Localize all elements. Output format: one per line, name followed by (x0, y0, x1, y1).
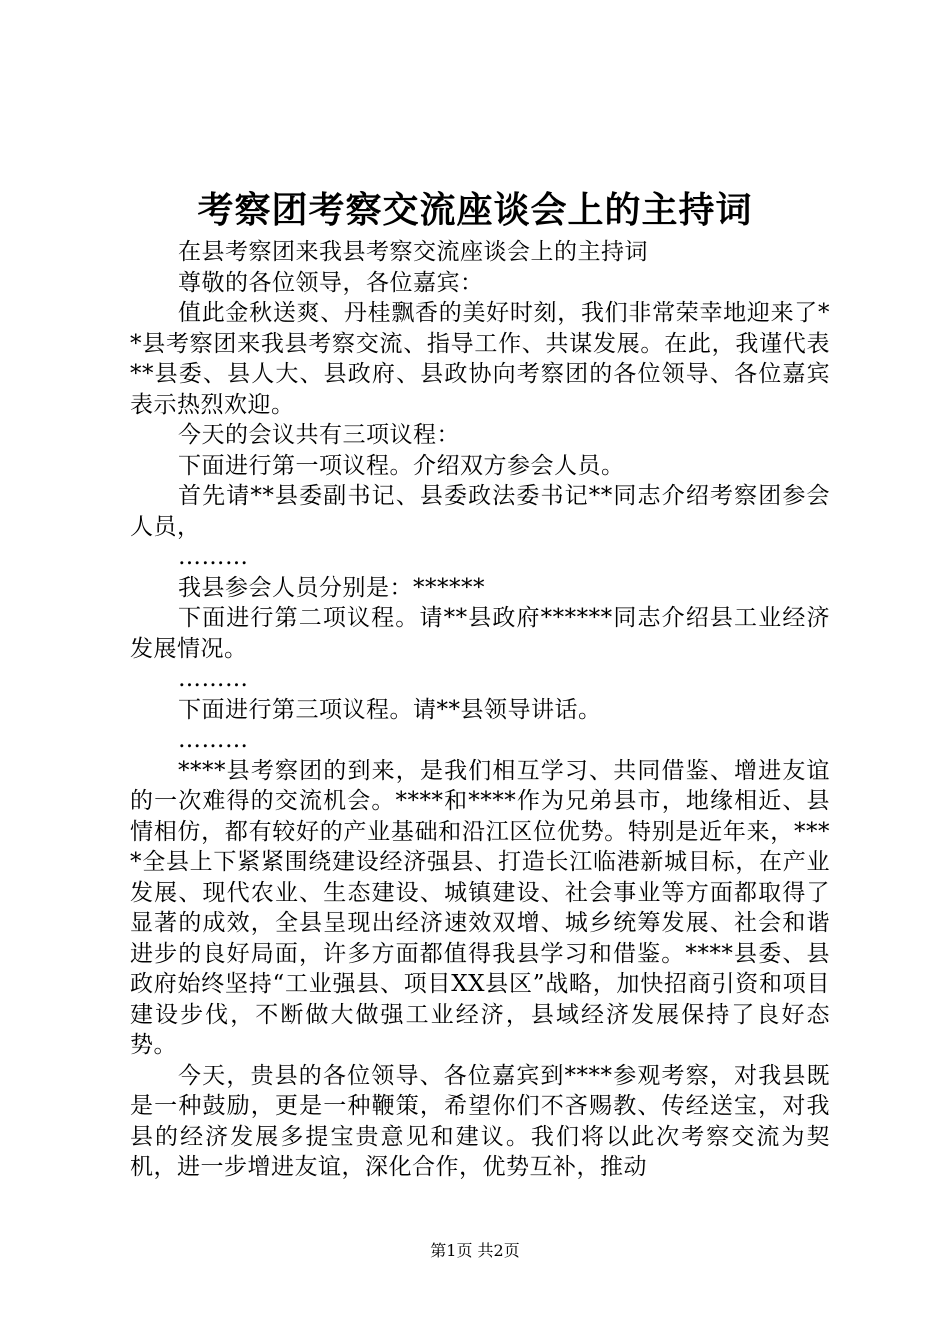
paragraph-agenda-item-1: 下面进行第一项议程。介绍双方参会人员。 (178, 452, 625, 479)
paragraph-ellipsis: ……… (178, 727, 249, 753)
paragraph-greeting: 尊敬的各位领导，各位嘉宾： (178, 269, 484, 296)
paragraph-delegation-intro: 首先请**县委副书记、县委政法委书记**同志介绍考察团参会人员， (130, 483, 830, 540)
document-body (130, 237, 830, 1183)
paragraph-welcome: 值此金秋送爽、丹桂飘香的美好时刻，我们非常荣幸地迎来了**县考察团来我县考察交流、指导工作、共谋发展。在此，我谨代表**县委、县人大、县政府、县政协向考察团的各位领导、各位嘉宾表示热烈欢迎。 (130, 300, 830, 418)
paragraph-agenda-item-2: 下面进行第二项议程。请**县政府******同志介绍县工业经济发展情况。 (130, 605, 830, 662)
page-footer: 第1页 共2页 (430, 1241, 520, 1260)
paragraph-ellipsis: ……… (178, 666, 249, 692)
paragraph-closing: 今天，贵县的各位领导、各位嘉宾到****参观考察，对我县既是一种鼓励，更是一种鞭策，希望你们不吝赐教、传经送宝，对我县的经济发展多提宝贵意见和建议。我们将以此次考察交流为契机，进一步增进友谊，深化合作，优势互补，推动 (130, 1062, 830, 1180)
paragraph-ellipsis: ……… (178, 544, 249, 570)
document-title: 考察团考察交流座谈会上的主持词 (197, 189, 753, 231)
paragraph-subtitle: 在县考察团来我县考察交流座谈会上的主持词 (178, 239, 648, 265)
paragraph-agenda-item-3: 下面进行第三项议程。请**县领导讲话。 (178, 696, 602, 723)
paragraph-local-attendees: 我县参会人员分别是：****** (178, 574, 485, 601)
paragraph-visit-significance: ****县考察团的到来，是我们相互学习、共同借鉴、增进友谊的一次难得的交流机会。****和****作为兄弟县市，地缘相近、县情相仿，都有较好的产业基础和沿江区位优势。特别是近年来，****全县上下紧紧围绕建设经济强县、打造长江临港新城目标，在产业发展、现代农业、生态建设、城镇建设、社会事业等方面都取得了显著的成效，全县呈现出经济速效双增、城乡统筹发展、社会和谐进步的良好局面，许多方面都值得我县学习和借鉴。****县委、县政府始终坚持“工业强县、项目XX县区”战略，加快招商引资和项目建设步伐，不断做大做强工业经济，县域经济发展保持了良好态势。 (130, 757, 830, 1058)
paragraph-agenda-intro: 今天的会议共有三项议程： (178, 422, 460, 448)
